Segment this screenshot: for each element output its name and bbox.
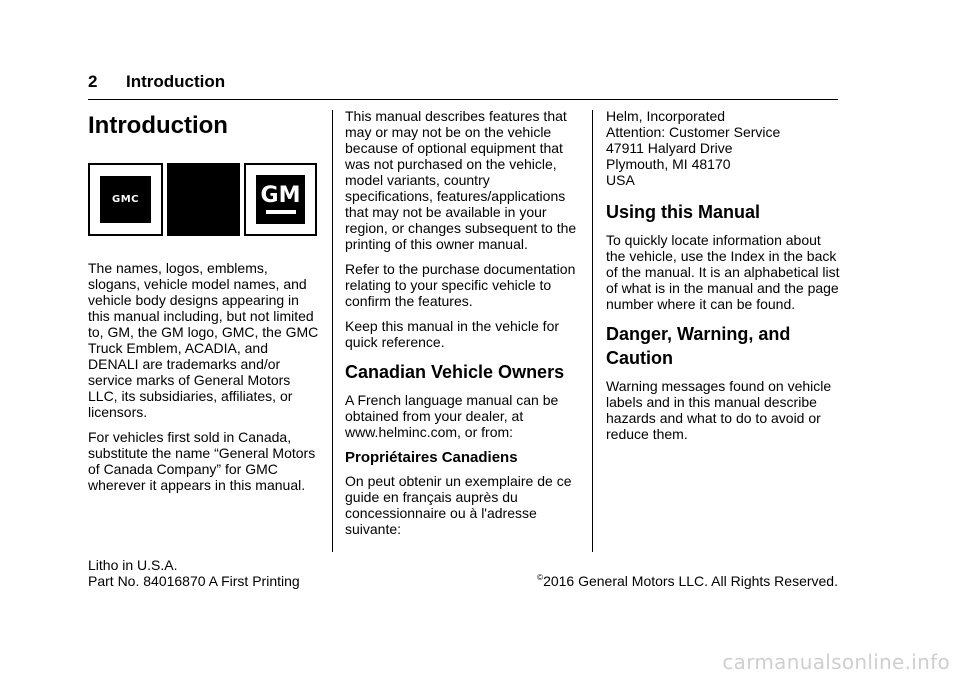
section-title: Introduction (126, 72, 226, 91)
proprietaires-heading: Propriétaires Canadiens (345, 449, 518, 466)
logo-strip (88, 163, 322, 236)
header-rule (88, 99, 838, 100)
warning-paragraph: Warning messages found on vehicle labels and in this manual describe hazards and what to do to avoid or reduce them. (606, 378, 832, 442)
footer-left (88, 557, 300, 589)
french-manual-paragraph: A French language manual can be obtained from your dealer, at www.helminc.com, or from: (345, 392, 559, 440)
address-line: Attention: Customer Service (606, 124, 781, 140)
danger-warning-heading (606, 322, 842, 370)
address-line: Helm, Incorporated (606, 108, 726, 124)
page-header (88, 72, 838, 92)
gm-logo-text: GM (260, 183, 301, 208)
column-2 (345, 108, 577, 546)
page-number: 2 (88, 72, 98, 91)
column-divider-2 (592, 110, 593, 552)
address-line: USA (606, 172, 635, 188)
trademark-paragraph: The names, logos, emblems, slogans, vehicle model names, and vehicle body designs appearing in this manual including, but not limited to, GM, the GM logo, GMC, the GMC Truck Emblem, ACADIA, and DENALI are trademarks and/or service marks of General Motors LLC, its subsidiaries, affiliates, or licensors. (88, 260, 319, 420)
french-paragraph: On peut obtenir un exemplaire de ce guide en français auprès du concessionnaire ou à l'adresse suivante: (345, 473, 572, 537)
column-divider-1 (332, 110, 333, 552)
column-3 (606, 108, 842, 451)
canadian-owners-heading: Canadian Vehicle Owners (345, 362, 565, 382)
danger-heading-line-2: Caution (606, 348, 673, 368)
gmc-logo-text: GMC (112, 193, 139, 205)
column-1 (88, 108, 322, 502)
address-line: Plymouth, MI 48170 (606, 156, 731, 172)
copyright (537, 570, 838, 589)
site-watermark: carmanualsonline.info (722, 650, 950, 674)
address-line: 47911 Halyard Drive (606, 140, 733, 156)
features-paragraph: This manual describes features that may or may not be on the vehicle because of optional equipment that was not purchased on the vehicle, model variants, country specifications, features/applications that may not be available in your region, or changes subsequent to the printing of this owner manual. (345, 108, 577, 252)
canada-paragraph: For vehicles first sold in Canada, substitute the name “General Motors of Canada Company” for GMC wherever it appears in this manual. (88, 429, 316, 493)
part-number: Part No. 84016870 A First Printing (88, 573, 300, 589)
page-title: Introduction (88, 112, 228, 139)
copyright-symbol: © (537, 573, 544, 582)
copyright-text: 2016 General Motors LLC. All Rights Reserved. (543, 573, 838, 589)
black-block-icon (167, 163, 240, 236)
gm-logo-icon (244, 163, 317, 236)
gmc-logo-icon (88, 163, 163, 236)
keep-manual-paragraph: Keep this manual in the vehicle for quick reference. (345, 318, 560, 350)
purchase-paragraph: Refer to the purchase documentation relating to your specific vehicle to confirm the features. (345, 261, 576, 309)
danger-heading-line-1: Danger, Warning, and (606, 324, 791, 344)
index-paragraph: To quickly locate information about the vehicle, use the Index in the back of the manual. It is an alphabetical list of what is in the manual and the page number where it can be found. (606, 232, 840, 312)
using-manual-heading: Using this Manual (606, 202, 761, 222)
litho-text: Litho in U.S.A. (88, 557, 178, 573)
helm-address (606, 108, 842, 188)
